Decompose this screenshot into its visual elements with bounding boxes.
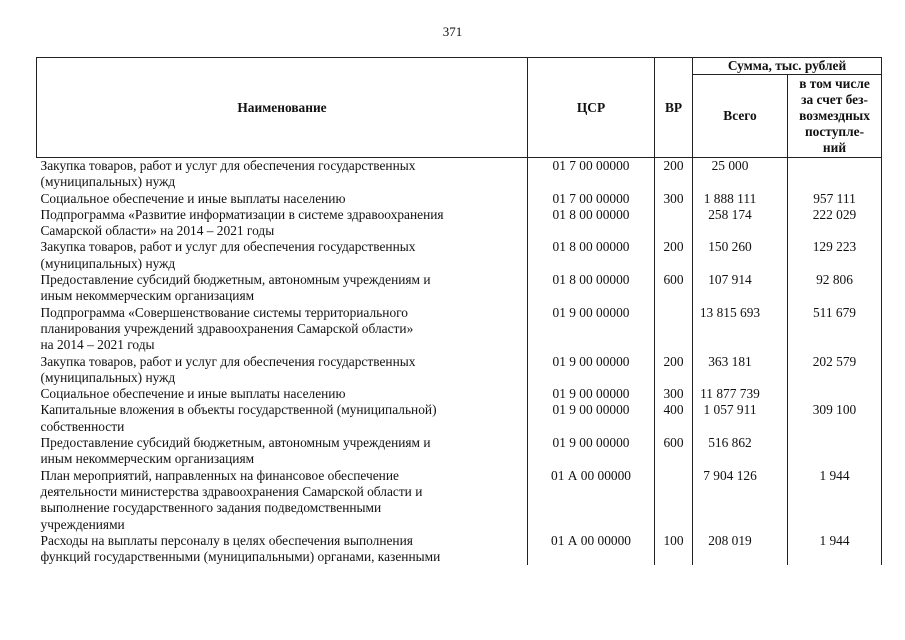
table-row	[37, 402, 882, 435]
table-row	[37, 191, 882, 207]
row-vr	[655, 207, 693, 240]
row-name: Подпрограмма «Развитие информатизации в системе здравоохранения Самарской области» на 2014 – 2021 годы	[40, 206, 444, 239]
header-csr: ЦСР	[528, 58, 655, 158]
row-csr: 01 7 00 00000	[528, 191, 655, 207]
row-including: 129 223	[788, 239, 882, 272]
row-including: 309 100	[788, 402, 882, 435]
table-row	[37, 354, 882, 387]
row-name: Капитальные вложения в объекты государственной (муниципальной) собственности	[40, 402, 437, 434]
table-row	[37, 207, 882, 240]
row-including	[788, 386, 882, 402]
row-including: 222 029	[788, 207, 882, 240]
row-csr: 01 8 00 00000	[528, 272, 655, 305]
table-row	[37, 305, 882, 354]
row-name: Расходы на выплаты персоналу в целях обеспечения выполнения функций государственными (муниципальными) органами, казенными	[40, 532, 441, 565]
row-name: Социальное обеспечение и иные выплаты населению	[40, 190, 346, 206]
row-csr: 01 8 00 00000	[528, 207, 655, 240]
row-csr: 01 А 00 00000	[528, 468, 655, 533]
row-name: Социальное обеспечение и иные выплаты населению	[40, 386, 346, 402]
row-total: 208 019	[693, 533, 788, 566]
table-row	[37, 533, 882, 566]
header-sum-group: Сумма, тыс. рублей	[693, 58, 882, 75]
row-including: 202 579	[788, 354, 882, 387]
header-including: в том числе за счет без- возмездных поступле- ний	[788, 75, 882, 158]
row-vr: 400	[655, 402, 693, 435]
row-name: План мероприятий, направленных на финансовое обеспечение деятельности министерства здравоохранения Самарской области и выполнение государственного задания подведомственными учреждениями	[40, 467, 423, 532]
row-including: 511 679	[788, 305, 882, 354]
row-including	[788, 158, 882, 191]
row-total: 13 815 693	[693, 305, 788, 354]
page-number: 371	[442, 24, 463, 39]
row-vr: 300	[655, 191, 693, 207]
row-total: 258 174	[693, 207, 788, 240]
row-total: 7 904 126	[693, 468, 788, 533]
table-row	[37, 239, 882, 272]
row-including: 1 944	[788, 533, 882, 566]
row-vr: 600	[655, 272, 693, 305]
row-total: 11 877 739	[693, 386, 788, 402]
row-vr: 100	[655, 533, 693, 566]
row-csr: 01 9 00 00000	[528, 386, 655, 402]
row-vr: 200	[655, 354, 693, 387]
row-csr: 01 9 00 00000	[528, 435, 655, 468]
row-total: 1 057 911	[693, 402, 788, 435]
table-row	[37, 435, 882, 468]
row-total: 363 181	[693, 354, 788, 387]
row-vr: 200	[655, 239, 693, 272]
header-total: Всего	[693, 75, 788, 158]
row-total: 107 914	[693, 272, 788, 305]
row-vr	[655, 305, 693, 354]
row-csr: 01 9 00 00000	[528, 402, 655, 435]
row-vr: 600	[655, 435, 693, 468]
row-name: Подпрограмма «Совершенствование системы территориального планирования учреждений здравоохранения Самарской области» на 2014 – 2021 годы	[40, 304, 414, 353]
row-csr: 01 9 00 00000	[528, 354, 655, 387]
row-name: Закупка товаров, работ и услуг для обеспечения государственных (муниципальных) нужд	[40, 158, 416, 190]
row-including: 957 111	[788, 191, 882, 207]
row-csr: 01 9 00 00000	[528, 305, 655, 354]
table-row	[37, 386, 882, 402]
row-csr: 01 7 00 00000	[528, 158, 655, 191]
row-vr: 300	[655, 386, 693, 402]
row-including: 1 944	[788, 468, 882, 533]
row-total: 516 862	[693, 435, 788, 468]
row-vr: 200	[655, 158, 693, 191]
row-name: Предоставление субсидий бюджетным, автономным учреждениям и иным некоммерческим организациям	[40, 435, 431, 467]
row-including: 92 806	[788, 272, 882, 305]
row-total: 1 888 111	[693, 191, 788, 207]
row-vr	[655, 468, 693, 533]
row-total: 25 000	[693, 158, 788, 191]
row-name: Закупка товаров, работ и услуг для обеспечения государственных (муниципальных) нужд	[40, 239, 416, 271]
row-total: 150 260	[693, 239, 788, 272]
table-row	[37, 158, 882, 191]
row-csr: 01 8 00 00000	[528, 239, 655, 272]
row-name: Закупка товаров, работ и услуг для обеспечения государственных (муниципальных) нужд	[40, 353, 416, 385]
row-including	[788, 435, 882, 468]
table-row	[37, 468, 882, 533]
row-csr: 01 А 00 00000	[528, 533, 655, 566]
header-name: Наименование	[37, 58, 528, 158]
row-name: Предоставление субсидий бюджетным, автономным учреждениям и иным некоммерческим организациям	[40, 272, 431, 304]
budget-table	[36, 57, 882, 565]
table-row	[37, 272, 882, 305]
header-vr: ВР	[655, 58, 693, 158]
